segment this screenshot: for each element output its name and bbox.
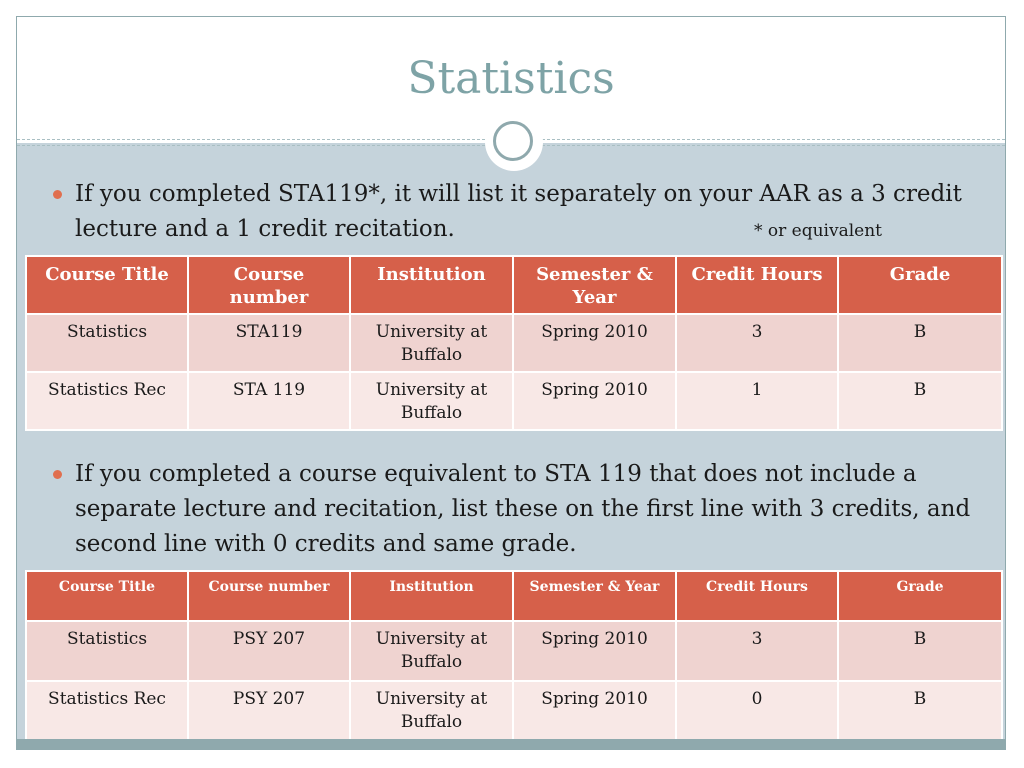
cell-course-number: PSY 207 bbox=[188, 681, 350, 741]
cell-course-title: Statistics Rec bbox=[26, 681, 188, 741]
cell-semester-year: Spring 2010 bbox=[513, 314, 676, 372]
cell-course-number: PSY 207 bbox=[188, 621, 350, 681]
cell-semester-year: Spring 2010 bbox=[513, 681, 676, 741]
bullet-text-1: If you completed STA119*, it will list it separately on your AAR as a 3 credit lecture and a 1 credit recitation. bbox=[75, 181, 962, 242]
header-credit-hours: Credit Hours bbox=[676, 571, 838, 621]
header-semester-year: Semester & Year bbox=[513, 571, 676, 621]
cell-course-title: Statistics Rec bbox=[26, 372, 188, 430]
course-table-2 bbox=[25, 570, 1003, 742]
header-grade: Grade bbox=[838, 571, 1002, 621]
ring-ornament-inner bbox=[493, 121, 533, 161]
cell-course-number: STA 119 bbox=[188, 372, 350, 430]
cell-credit-hours: 0 bbox=[676, 681, 838, 741]
header-semester-year: Semester & Year bbox=[513, 256, 676, 314]
header-course-title: Course Title bbox=[26, 256, 188, 314]
header-institution: Institution bbox=[350, 571, 513, 621]
table-row bbox=[26, 372, 1002, 430]
cell-grade: B bbox=[838, 621, 1002, 681]
cell-institution: University at Buffalo bbox=[350, 621, 513, 681]
course-table-1 bbox=[25, 255, 1003, 431]
cell-grade: B bbox=[838, 372, 1002, 430]
cell-semester-year: Spring 2010 bbox=[513, 621, 676, 681]
table-row bbox=[26, 681, 1002, 741]
bullet-text-2: If you completed a course equivalent to STA 119 that does not include a separate lecture and recitation, list these on the first line with 3 credits, and second line with 0 credits and same grade. bbox=[75, 461, 971, 557]
cell-grade: B bbox=[838, 681, 1002, 741]
bullet-dot bbox=[53, 470, 62, 479]
bottom-strip bbox=[17, 739, 1005, 749]
cell-institution: University at Buffalo bbox=[350, 314, 513, 372]
cell-institution: University at Buffalo bbox=[350, 681, 513, 741]
cell-course-title: Statistics bbox=[26, 314, 188, 372]
cell-course-number: STA119 bbox=[188, 314, 350, 372]
slide-frame bbox=[16, 16, 1006, 750]
bullet-item-2 bbox=[55, 457, 975, 562]
header-course-title: Course Title bbox=[26, 571, 188, 621]
cell-credit-hours: 1 bbox=[676, 372, 838, 430]
slide-title: Statistics bbox=[407, 53, 615, 104]
header-credit-hours: Credit Hours bbox=[676, 256, 838, 314]
header-course-number: Course number bbox=[188, 571, 350, 621]
table-header-row bbox=[26, 571, 1002, 621]
table-row bbox=[26, 314, 1002, 372]
header-institution: Institution bbox=[350, 256, 513, 314]
cell-semester-year: Spring 2010 bbox=[513, 372, 676, 430]
cell-credit-hours: 3 bbox=[676, 621, 838, 681]
cell-institution: University at Buffalo bbox=[350, 372, 513, 430]
cell-grade: B bbox=[838, 314, 1002, 372]
header-grade: Grade bbox=[838, 256, 1002, 314]
cell-credit-hours: 3 bbox=[676, 314, 838, 372]
footnote-equivalent: * or equivalent bbox=[754, 221, 883, 241]
table-header-row bbox=[26, 256, 1002, 314]
table-row bbox=[26, 621, 1002, 681]
bullet-dot bbox=[53, 190, 62, 199]
cell-course-title: Statistics bbox=[26, 621, 188, 681]
header-course-number: Course number bbox=[188, 256, 350, 314]
